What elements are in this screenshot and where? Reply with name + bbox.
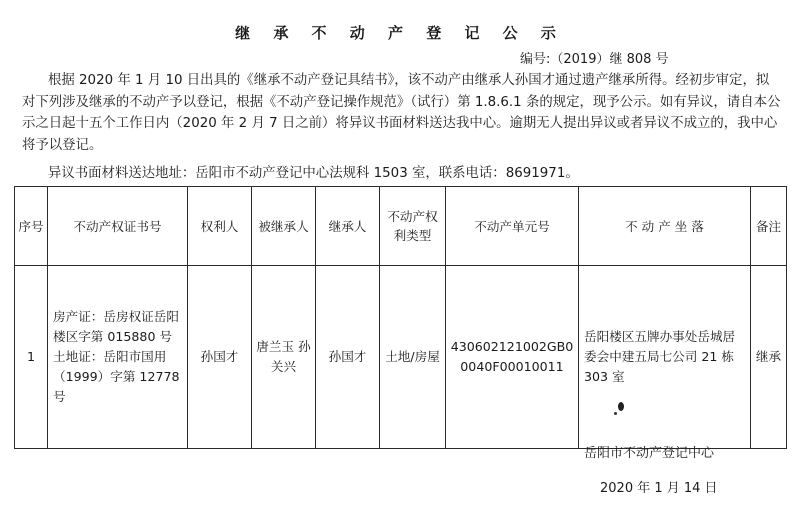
- issue-date: 2020 年 1 月 14 日: [600, 481, 718, 496]
- document-number: 编号:（2019）继 808 号: [520, 52, 669, 67]
- header-right-type: 不动产权利类型: [380, 187, 446, 266]
- table-row: [15, 266, 787, 449]
- cell-unit-no: 430602121002GB00040F00010011: [446, 266, 579, 449]
- table-header-row: [15, 187, 787, 266]
- header-cert: 不动产权证书号: [48, 187, 188, 266]
- notice-body: 根据 2020 年 1 月 10 日出具的《继承不动产登记具结书》，该不动产由继承人孙国才通过遗产继承所得。经初步审定，拟对下列涉及继承的不动产予以登记，根据《不动产登记操作规范》（试行）第 1.8.6.1 条的规定，现予公示。如有异议，请自本公示之日起十五个工作日内（2020 年 2 月 7 日之前）将异议书面材料送达我中心。逾期无人提出异议或者异议不成立的，我中心将予以登记。: [22, 73, 781, 153]
- issuing-organization: 岳阳市不动产登记中心: [584, 446, 715, 461]
- cell-seq: 1: [15, 266, 48, 449]
- cell-location: 岳阳楼区五牌办事处岳城居委会中建五局七公司 21 栋 303 室: [579, 266, 751, 449]
- header-heir: 继承人: [316, 187, 380, 266]
- header-decedent: 被继承人: [252, 187, 316, 266]
- header-location: 不 动 产 坐 落: [579, 187, 751, 266]
- header-seq: 序号: [15, 187, 48, 266]
- cell-holder: 孙国才: [188, 266, 252, 449]
- objection-address: 异议书面材料送达地址：岳阳市不动产登记中心法规科 1503 室，联系电话：8691971。: [48, 166, 579, 181]
- cell-remark: 继承: [751, 266, 787, 449]
- ink-mark: [618, 402, 624, 411]
- cell-cert: 房产证：岳房权证岳阳楼区字第 015880 号 土地证：岳阳市国用（1999）字第 12778 号: [48, 266, 188, 449]
- header-unit-no: 不动产单元号: [446, 187, 579, 266]
- header-holder: 权利人: [188, 187, 252, 266]
- cell-decedent: 唐兰玉 孙关兴: [252, 266, 316, 449]
- property-table: [14, 186, 787, 449]
- cell-heir: 孙国才: [316, 266, 380, 449]
- notice-title: 继 承 不 动 产 登 记 公 示: [235, 24, 565, 42]
- ink-mark-small: [614, 412, 617, 415]
- header-remark: 备注: [751, 187, 787, 266]
- cell-right-type: 土地/房屋: [380, 266, 446, 449]
